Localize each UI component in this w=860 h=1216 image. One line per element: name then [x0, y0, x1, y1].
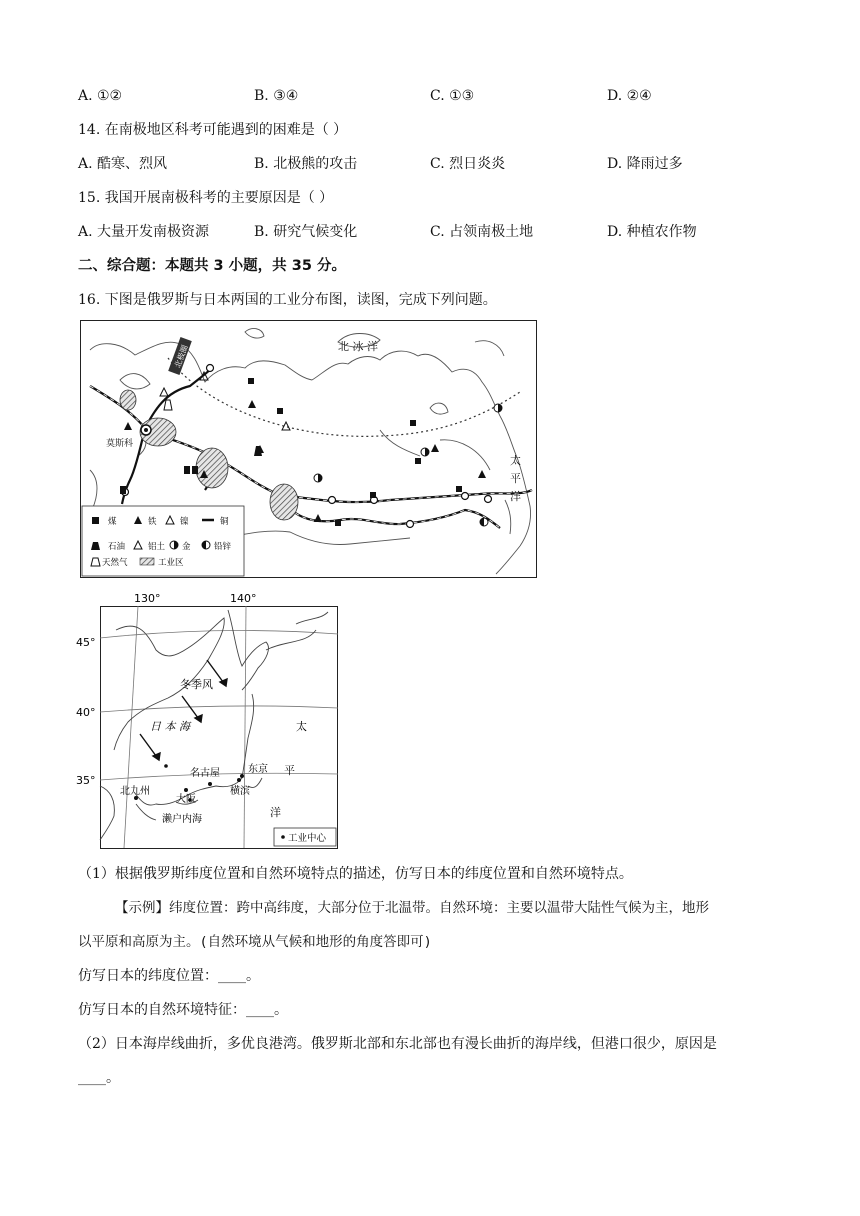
osaka-label: 大阪 — [176, 794, 196, 805]
q14-option-b: B. 北极熊的攻击 — [254, 156, 358, 172]
legend-industrial-zone: 工业区 — [158, 558, 184, 568]
imitate-latitude: 仿写日本的纬度位置：____。 — [78, 968, 260, 984]
q14-option-d: D. 降雨过多 — [607, 156, 683, 172]
legend-bauxite: 铝土 — [148, 542, 166, 552]
q15-option-a: A. 大量开发南极资源 — [78, 224, 210, 240]
q15-option-b: B. 研究气候变化 — [254, 224, 358, 240]
tokyo-label: 东京 — [248, 764, 268, 775]
arctic-circle-label: 北极圈 — [173, 343, 190, 370]
q14-option-a: A. 酷寒、烈风 — [78, 156, 168, 172]
moscow-label: 莫斯科 — [106, 439, 134, 449]
legend-industrial-center: 工业中心 — [288, 833, 327, 844]
q16-part2-line2: ____。 — [78, 1070, 120, 1086]
kitakyushu-label: 北九州 — [120, 786, 150, 797]
legend-iron: 铁 — [148, 517, 157, 527]
q16-part1: （1）根据俄罗斯纬度位置和自然环境特点的描述，仿写日本的纬度位置和自然环境特点。 — [78, 866, 633, 882]
russia-map-legend — [82, 506, 244, 576]
section-2-title: 二、综合题：本题共 3 小题，共 35 分。 — [78, 258, 346, 274]
jp-pacific-label-1: 太 — [296, 720, 307, 733]
jp-pacific-label-2: 平 — [284, 764, 295, 777]
legend-oil: 石油 — [108, 542, 126, 552]
example-line-1: 【示例】纬度位置：跨中高纬度，大部分位于北温带。自然环境：主要以温带大陆性气候为主，地形 — [115, 900, 709, 916]
q13-option-c: C. ①③ — [430, 88, 475, 104]
nagoya-label: 名古屋 — [190, 768, 220, 779]
legend-coal: 煤 — [108, 517, 117, 527]
winter-wind-label: 冬季风 — [180, 678, 213, 691]
lon-label-140: 140° — [230, 592, 257, 605]
imitate-environment: 仿写日本的自然环境特征：____。 — [78, 1002, 288, 1018]
sea-of-japan-label: 日 本 海 — [150, 720, 190, 733]
legend-natural-gas: 天然气 — [102, 558, 128, 568]
arctic-ocean-label: 北 冰 洋 — [338, 340, 378, 353]
pacific-label-2: 平 — [510, 472, 521, 485]
lon-label-130: 130° — [134, 592, 161, 605]
q15-option-c: C. 占领南极土地 — [430, 224, 534, 240]
q13-option-a: A. ①② — [78, 88, 123, 104]
russia-industry-map — [80, 320, 537, 578]
lat-label-40: 40° — [76, 706, 96, 719]
q14-stem: 14. 在南极地区科考可能遇到的困难是（ ） — [78, 122, 348, 138]
example-line-2: 以平原和高原为主。(自然环境从气候和地形的角度答即可) — [78, 934, 432, 950]
lat-label-35: 35° — [76, 774, 96, 787]
japan-industry-map — [76, 590, 346, 852]
q16-part2-line1: （2）日本海岸线曲折，多优良港湾。俄罗斯北部和东北部也有漫长曲折的海岸线，但港口很少，原因是 — [78, 1036, 717, 1052]
legend-lead-zinc: 铅锌 — [214, 542, 232, 552]
pacific-label-3: 洋 — [510, 490, 521, 503]
yokohama-label: 横滨 — [230, 786, 250, 797]
legend-nickel: 镍 — [180, 517, 189, 527]
seto-inland-sea-label: 濑户内海 — [162, 814, 202, 825]
q14-option-c: C. 烈日炎炎 — [430, 156, 506, 172]
legend-copper: 铜 — [220, 517, 229, 527]
q15-option-d: D. 种植农作物 — [607, 224, 697, 240]
q16-stem: 16. 下图是俄罗斯与日本两国的工业分布图，读图，完成下列问题。 — [78, 292, 497, 308]
pacific-label-1: 太 — [510, 454, 521, 467]
jp-pacific-label-3: 洋 — [270, 806, 281, 819]
legend-gold: 金 — [182, 542, 191, 552]
q15-stem: 15. 我国开展南极科考的主要原因是（ ） — [78, 190, 334, 206]
q13-option-d: D. ②④ — [607, 88, 652, 104]
q13-option-b: B. ③④ — [254, 88, 299, 104]
lat-label-45: 45° — [76, 636, 96, 649]
